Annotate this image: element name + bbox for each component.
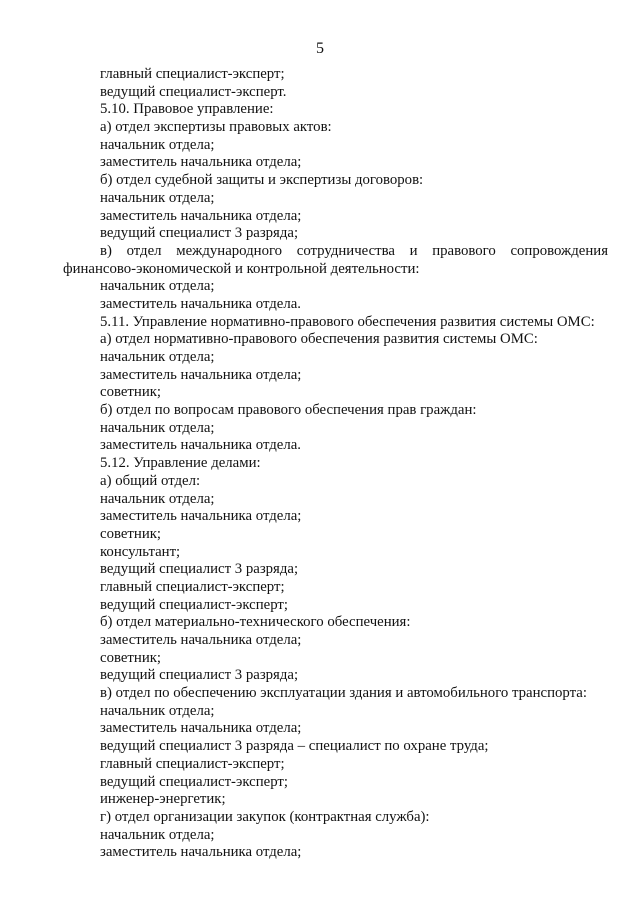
document-line: заместитель начальника отдела; — [100, 366, 302, 383]
document-line: б) отдел материально-технического обеспечения: — [100, 614, 411, 631]
document-line: заместитель начальника отдела. — [100, 437, 301, 454]
document-line: заместитель начальника отдела. — [100, 295, 301, 312]
document-line: б) отдел судебной защиты и экспертизы договоров: — [100, 172, 424, 189]
document-line: ведущий специалист 3 разряда; — [100, 561, 299, 578]
document-line: советник; — [100, 649, 162, 666]
document-line: б) отдел по вопросам правового обеспечения прав граждан: — [100, 402, 477, 419]
document-line: начальник отдела; — [100, 349, 215, 365]
document-line: ведущий специалист-эксперт; — [100, 596, 288, 613]
document-word: правового — [432, 242, 496, 259]
document-line: ведущий специалист-эксперт; — [100, 773, 288, 790]
document-line: инженер-энергетик; — [100, 791, 226, 808]
document-line — [0, 243, 640, 261]
document-word: отдел — [126, 242, 162, 259]
document-line: ведущий специалист 3 разряда; — [100, 667, 299, 684]
document-line: начальник отдела; — [100, 189, 215, 206]
document-line: в) отдел по обеспечению эксплуатации здания и автомобильного транспорта: — [100, 685, 587, 702]
document-line: а) отдел нормативно-правового обеспечения развития системы ОМС: — [100, 331, 538, 348]
document-line: 5.10. Правовое управление: — [100, 101, 274, 118]
document-line: заместитель начальника отдела; — [100, 508, 302, 525]
document-line: заместитель начальника отдела; — [100, 154, 302, 171]
document-line: а) отдел экспертизы правовых актов: — [100, 119, 332, 136]
page-number: 5 — [316, 40, 324, 57]
document-word: сопровождения — [510, 242, 608, 259]
document-line: заместитель начальника отдела; — [100, 720, 302, 737]
document-line: г) отдел организации закупок (контрактная служба): — [100, 808, 430, 825]
document-line: консультант; — [100, 543, 181, 560]
document-word: сотрудничества — [296, 242, 395, 259]
document-line: начальник отдела; — [100, 278, 215, 295]
document-word: в) — [100, 242, 112, 259]
document-line: заместитель начальника отдела; — [100, 632, 302, 648]
document-word: и — [409, 242, 418, 259]
document-line: ведущий специалист 3 разряда; — [100, 225, 299, 242]
document-word: международного — [176, 242, 283, 259]
document-line: а) общий отдел: — [100, 472, 201, 489]
document-line: главный специалист-эксперт; — [100, 66, 285, 82]
document-line: начальник отдела; — [100, 136, 215, 153]
document-line: советник; — [100, 384, 162, 401]
document-line: 5.11. Управление нормативно-правового обеспечения развития системы ОМС: — [100, 313, 595, 330]
document-line: ведущий специалист-эксперт. — [100, 83, 287, 100]
document-line: заместитель начальника отдела; — [100, 844, 302, 861]
document-line: советник; — [100, 525, 162, 542]
document-line: начальник отдела; — [100, 826, 215, 843]
document-line: начальник отдела; — [100, 490, 215, 507]
document-line: главный специалист-эксперт; — [100, 578, 285, 595]
document-line: начальник отдела; — [100, 702, 215, 719]
document-line: начальник отдела; — [100, 419, 215, 436]
document-line: заместитель начальника отдела; — [100, 207, 302, 224]
document-line: ведущий специалист 3 разряда – специалист по охране труда; — [100, 738, 489, 755]
document-line: 5.12. Управление делами: — [100, 455, 261, 472]
document-body — [0, 66, 640, 862]
document-line: главный специалист-эксперт; — [100, 755, 285, 772]
document-line: финансово-экономической и контрольной деятельности: — [63, 260, 420, 277]
